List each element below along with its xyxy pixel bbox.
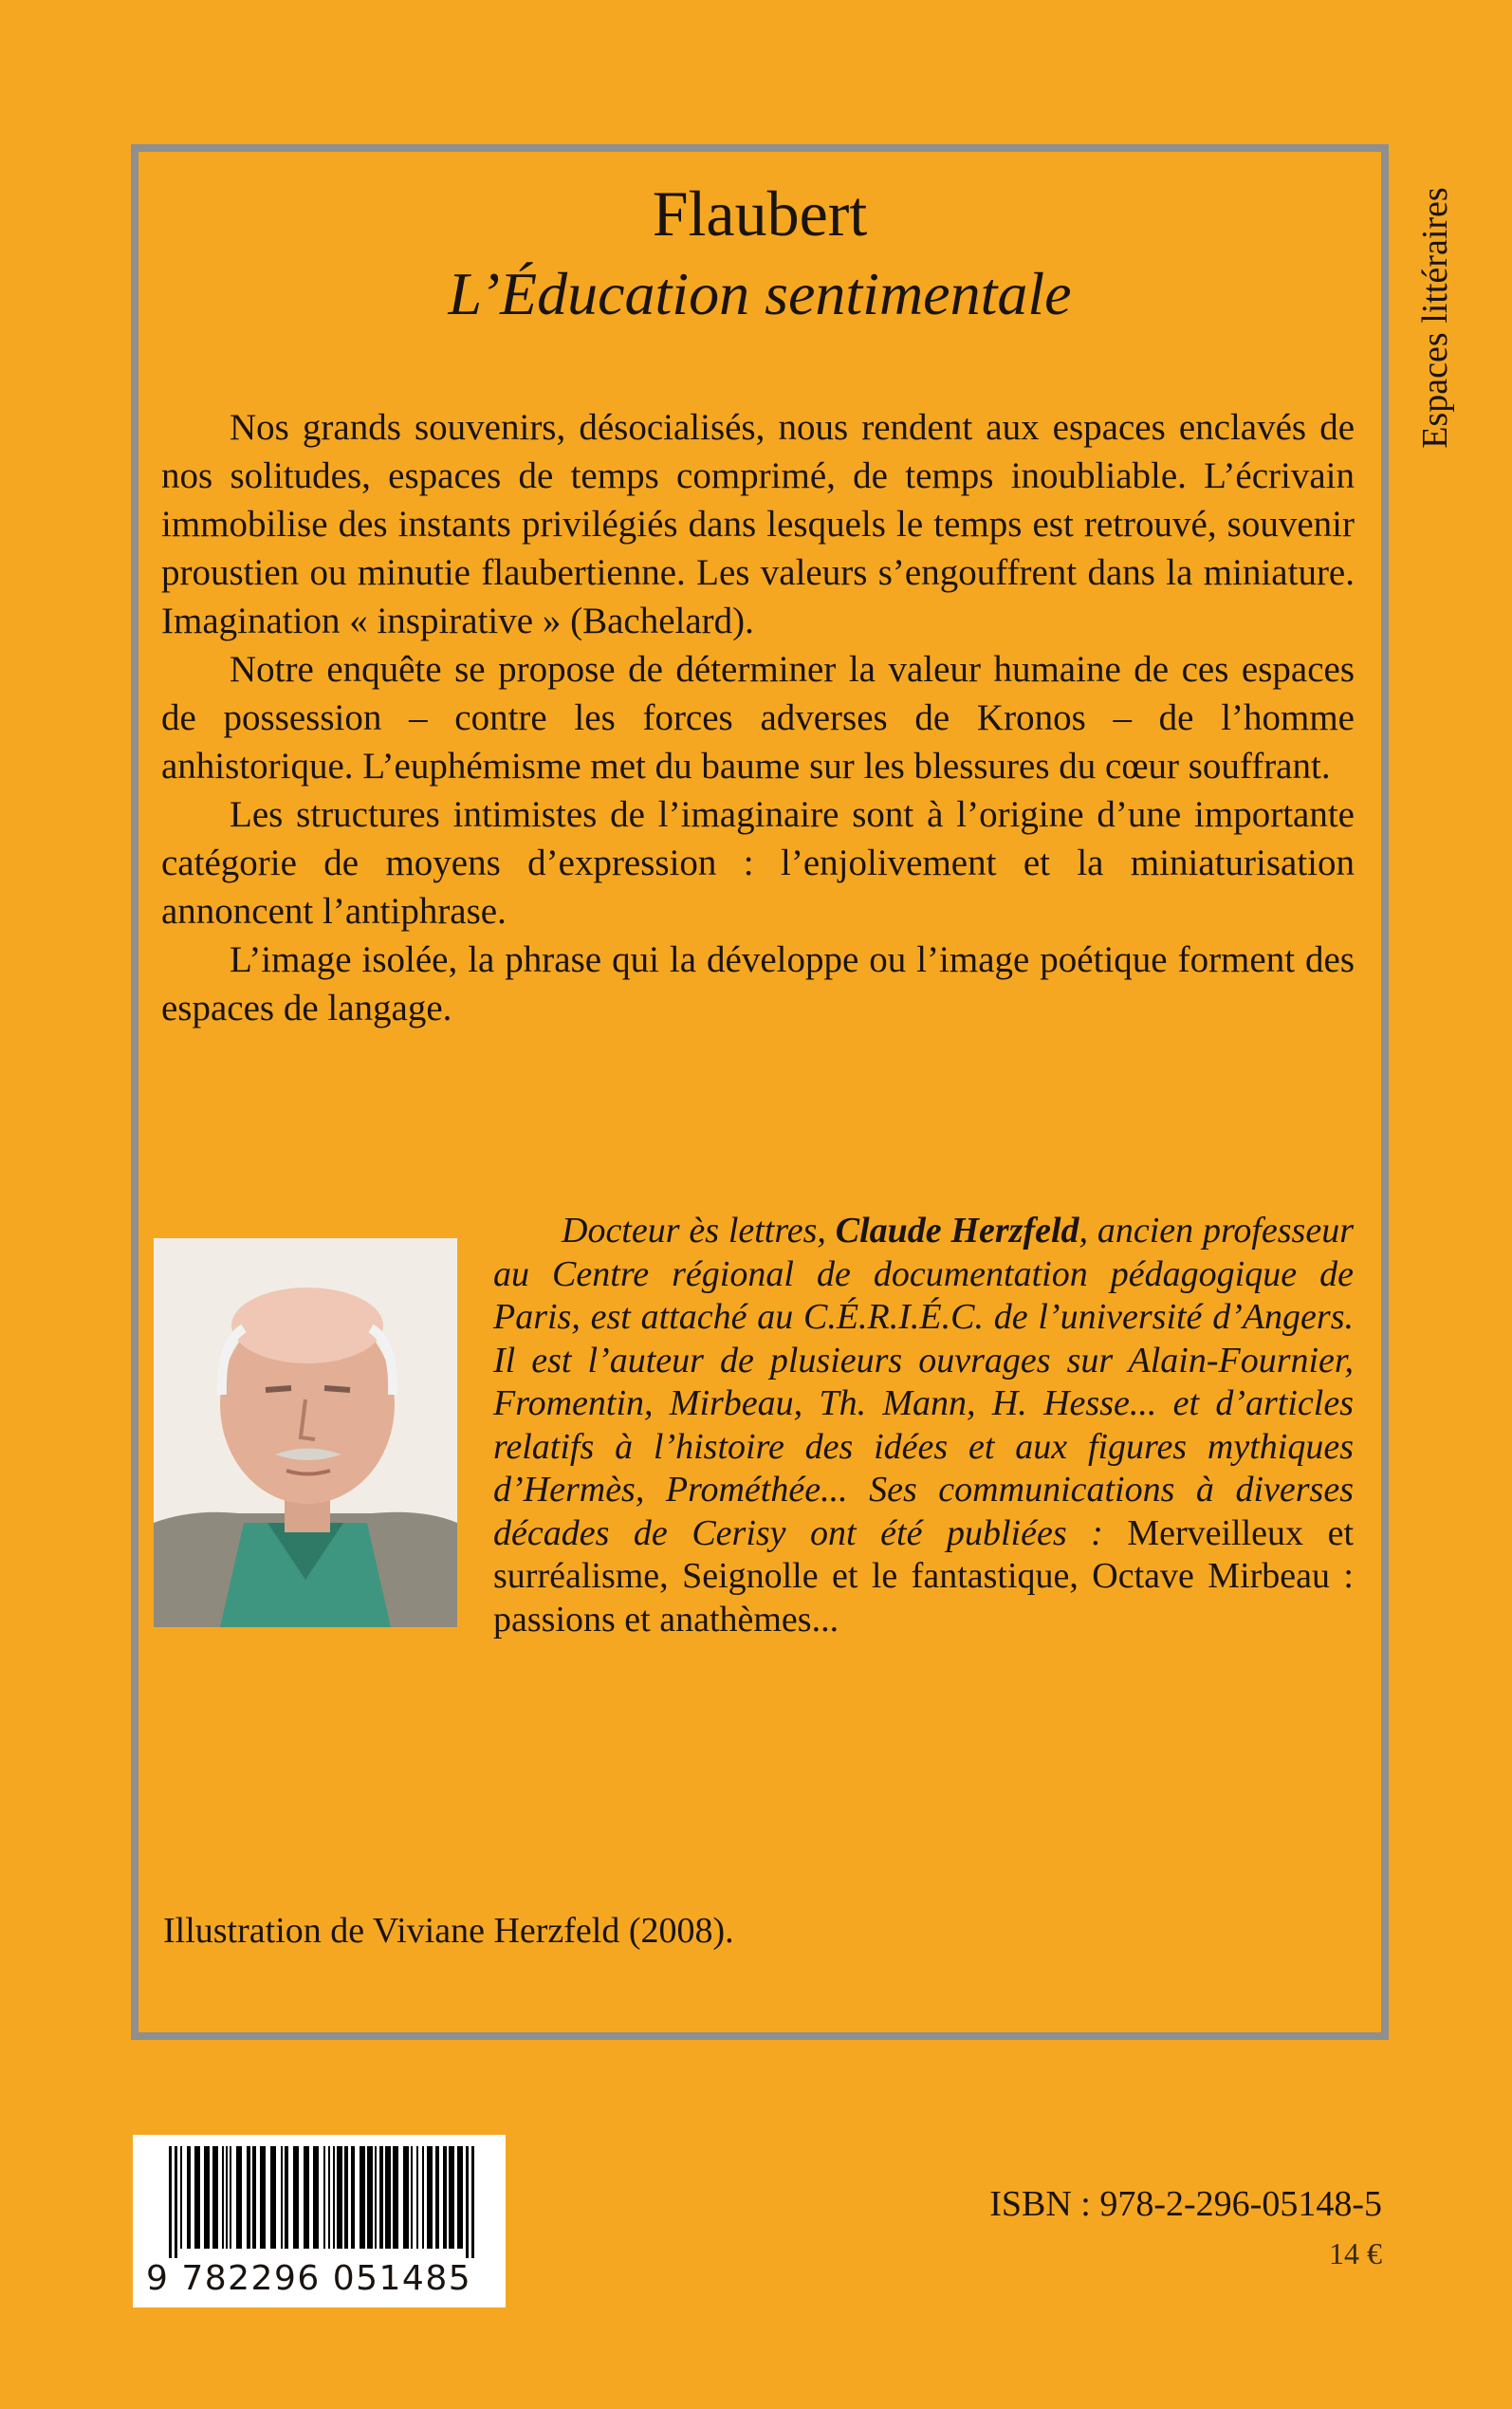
barcode-bar — [313, 2146, 319, 2249]
barcode-bar — [285, 2146, 288, 2249]
summary-paragraph: Les structures intimistes de l’imaginaire sont à l’origine d’une importante catégorie de moyens d’expression : l’enjolivement et la miniaturisation annoncent l’antiphrase. — [161, 794, 1355, 932]
author-bio — [493, 1210, 1354, 1641]
barcode-bar — [422, 2146, 424, 2249]
summary-paragraph: Notre enquête se propose de déterminer la valeur humaine de ces espaces de possession – contre les forces adverses de Kronos – de l’homme anhistorique. L’euphémisme met du baume sur les blessures du cœur souffrant. — [161, 649, 1355, 787]
barcode-bar — [385, 2146, 391, 2249]
barcode-bar — [204, 2146, 210, 2249]
barcode-bar — [471, 2146, 474, 2258]
illustration-credit: Illustration de Viviane Herzfeld (2008). — [163, 1911, 734, 1951]
author-photo — [154, 1238, 457, 1627]
barcode-bar — [403, 2146, 409, 2249]
barcode-bar — [351, 2146, 355, 2249]
summary-paragraph: L’image isolée, la phrase qui la développe ou l’image poétique forment des espaces de langage. — [161, 939, 1355, 1028]
series-label-text: Espaces littéraires — [1415, 187, 1455, 449]
barcode-bar — [281, 2146, 283, 2249]
barcode-bar — [435, 2146, 439, 2249]
barcode-bar — [194, 2146, 200, 2249]
barcode-bar — [212, 2146, 218, 2249]
barcode-bar — [344, 2146, 348, 2249]
barcode-bar — [375, 2146, 377, 2249]
barcode-bar — [333, 2146, 335, 2249]
book-summary — [161, 403, 1355, 1032]
book-subtitle: L’Éducation sentimentale — [448, 260, 1072, 327]
author-bio-paragraph — [493, 1210, 1354, 1641]
series-label — [1407, 138, 1464, 498]
barcode-bar — [169, 2146, 172, 2258]
barcode-bars — [146, 2146, 492, 2258]
barcode-bar — [226, 2146, 228, 2249]
barcode-bar — [293, 2146, 299, 2249]
barcode-bar — [360, 2146, 365, 2249]
barcode-bar — [260, 2146, 266, 2249]
bio-works: Merveilleux et surréalisme, Seignolle et le fantastique, Octave Mirbeau : passions et anathèmes... — [493, 1512, 1354, 1640]
barcode-bar — [411, 2146, 413, 2249]
bio-text: , ancien professeur au Centre régional de documentation pédagogique de Paris, est attaché au C.É.R.I.É.C. de l’université d’Angers. Il est l’auteur de plusieurs ouvrages sur Alain-Fournier, Fromentin, Mirbeau, Th. Mann, H. Hesse... et d’articles relatifs à l’histoire des idées et aux figures mythiques d’Hermès, Prométhée... Ses communications à diverses décades de Cerisy ont été publiées : — [493, 1211, 1354, 1553]
barcode-bar — [416, 2146, 418, 2249]
barcode-bar — [427, 2146, 433, 2249]
barcode — [133, 2135, 506, 2307]
barcode-bar — [270, 2146, 276, 2249]
barcode-bar — [328, 2146, 330, 2249]
isbn: ISBN : 978-2-296-05148-5 — [989, 2184, 1382, 2224]
barcode-bar — [180, 2146, 182, 2249]
summary-paragraph: Nos grands souvenirs, désocialisés, nous rendent aux espaces enclavés de nos solitudes, espaces de temps comprimé, de temps inoubliable. L’écrivain immobilise des instants privilégiés dans lesquels le temps est retrouvé, souvenir proustien ou minutie flaubertienne. Les valeurs s’engouffrent dans la miniature. Imagination « inspirative » (Bachelard). — [161, 407, 1355, 641]
barcode-bar — [230, 2146, 231, 2249]
barcode-bar — [247, 2146, 250, 2249]
book-author-title: Flaubert — [652, 177, 868, 250]
barcode-bar — [337, 2146, 342, 2249]
barcode-bar — [187, 2146, 191, 2249]
barcode-bar — [379, 2146, 383, 2249]
author-portrait-image — [154, 1238, 457, 1627]
barcode-bar — [449, 2146, 454, 2249]
barcode-bar — [457, 2146, 463, 2249]
barcode-bar — [466, 2146, 469, 2258]
price: 14 € — [1329, 2236, 1382, 2270]
barcode-bar — [304, 2146, 309, 2249]
author-name: Claude Herzfeld — [835, 1211, 1079, 1251]
barcode-bar — [367, 2146, 373, 2249]
barcode-bar — [323, 2146, 325, 2249]
barcode-bar — [393, 2146, 398, 2249]
barcode-digits: 9 782296 051485 — [146, 2259, 472, 2298]
barcode-bar — [175, 2146, 177, 2258]
barcode-bar — [443, 2146, 447, 2249]
barcode-bar — [252, 2146, 256, 2249]
barcode-bar — [222, 2146, 224, 2249]
bio-intro: Docteur ès lettres, — [562, 1211, 836, 1251]
barcode-bar — [236, 2146, 242, 2249]
